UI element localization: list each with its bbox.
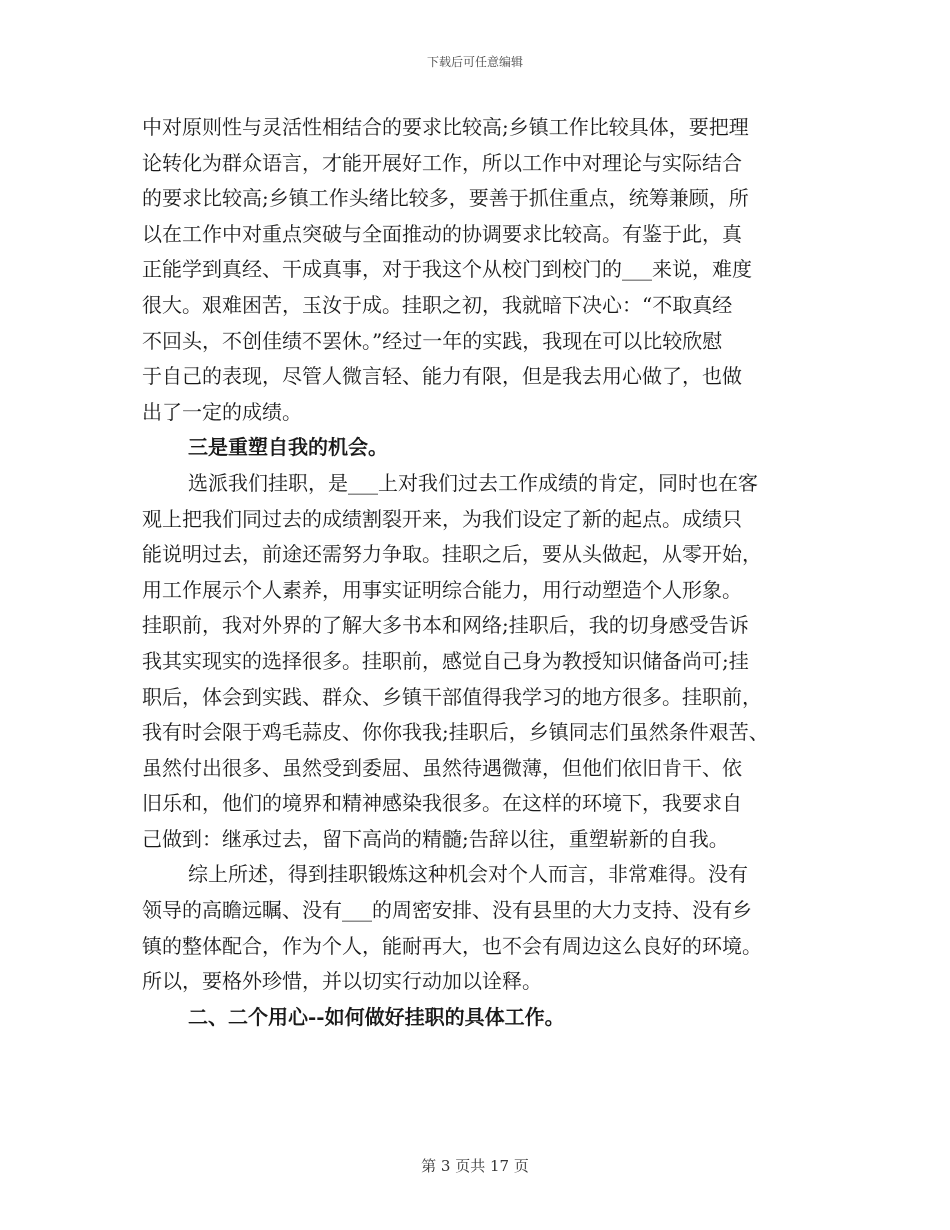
text-line: 旧乐和，他们的境界和精神感染我很多。在这样的环境下，我要求自: [142, 791, 742, 816]
text-line: 不回头，不创佳绩不罢休。”经过一年的实践，我现在可以比较欣慰: [142, 328, 723, 353]
text-line: 于自己的表现，尽管人微言轻、能力有限，但是我去用心做了，也做: [142, 364, 742, 389]
text-line: 虽然付出很多、虽然受到委屈、虽然待遇微薄，但他们依旧肯干、依: [142, 755, 742, 780]
text-line: 用工作展示个人素养，用事实证明综合能力，用行动塑造个人形象。: [142, 577, 742, 602]
section-heading: 二、二个用心--如何做好挂职的具体工作。: [188, 1004, 565, 1029]
text-line: 综上所述，得到挂职锻炼这种机会对个人而言，非常难得。没有: [188, 862, 748, 887]
text-line: 的要求比较高;乡镇工作头绪比较多，要善于抓住重点，统筹兼顾，所: [142, 186, 749, 211]
text-line: 论转化为群众语言，才能开展好工作，所以工作中对理论与实际结合: [142, 150, 742, 175]
text-line: 我其实现实的选择很多。挂职前，感觉自己身为教授知识储备尚可;挂: [142, 648, 749, 673]
page-footer: 第 3 页共 17 页: [421, 1157, 529, 1175]
text-line: 职后，体会到实践、群众、乡镇干部值得我学习的地方很多。挂职前，: [142, 684, 762, 709]
page-header: 下载后可任意编辑: [426, 55, 523, 69]
text-line: 镇的整体配合，作为个人，能耐再大，也不会有周边这么良好的环境。: [142, 933, 762, 958]
text-line: 能说明过去，前途还需努力争取。挂职之后，要从头做起，从零开始，: [142, 542, 762, 567]
text-line: 中对原则性与灵活性相结合的要求比较高;乡镇工作比较具体，要把理: [142, 115, 749, 139]
text-line: 挂职前，我对外界的了解大多书本和网络;挂职后，我的切身感受告诉: [142, 613, 749, 638]
text-line: 我有时会限于鸡毛蒜皮、你你我我;挂职后，乡镇同志们虽然条件艰苦、: [142, 720, 769, 745]
text-line: 正能学到真经、干成真事，对于我这个从校门到校门的___来说，难度: [142, 257, 752, 282]
text-line: 领导的高瞻远瞩、没有___的周密安排、没有县里的大力支持、没有乡: [142, 898, 752, 923]
text-line: 观上把我们同过去的成绩割裂开来，为我们设定了新的起点。成绩只: [142, 506, 742, 531]
text-line: 所以，要格外珍惜，并以切实行动加以诠释。: [142, 969, 542, 994]
section-heading: 三是重塑自我的机会。: [188, 435, 388, 460]
document-body: [142, 110, 832, 1035]
text-line: 选派我们挂职，是___上对我们过去工作成绩的肯定，同时也在客: [188, 470, 758, 495]
text-line: 很大。艰难困苦，玉汝于成。挂职之初，我就暗下决心：“不取真经: [142, 292, 733, 317]
text-line: 以在工作中对重点突破与全面推动的协调要求比较高。有鉴于此，真: [142, 221, 742, 246]
text-line: 己做到：继承过去，留下高尚的精髓;告辞以往，重塑崭新的自我。: [142, 826, 729, 851]
text-line: 出了一定的成绩。: [142, 399, 302, 424]
